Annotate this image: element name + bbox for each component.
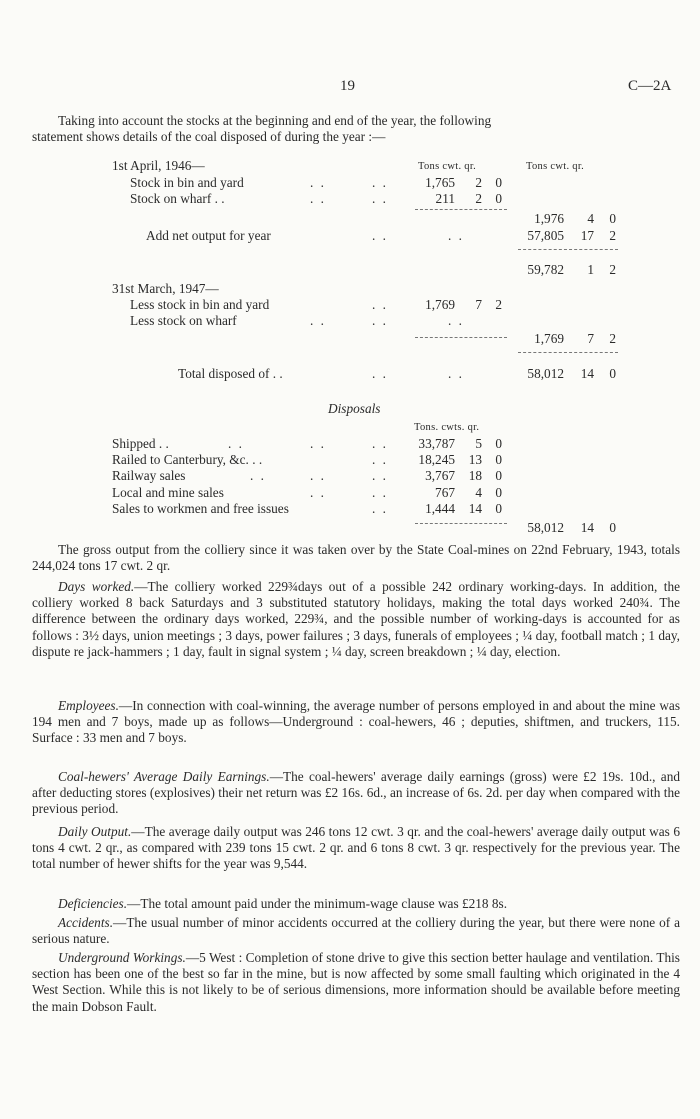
stock-bin-cwt: 2 <box>475 175 482 190</box>
stock-bin-tons: 1,765 <box>425 175 455 190</box>
stock-wharf-label: Stock on wharf . . <box>130 191 225 206</box>
stock-bin-qr: 0 <box>495 175 502 190</box>
earnings-heading: Coal-hewers' Average Daily Earnings. <box>58 769 270 784</box>
stock-wharf-cwt: 2 <box>475 191 482 206</box>
subtotal2-cwt: 1 <box>587 262 594 277</box>
less-total-qr: 2 <box>609 331 616 346</box>
employees-text: —In connection with coal-winning, the average number of persons employed in and about the mine was 194 men and 7 boys, made up as follows—Underground : coal-hewers, 46 ; deputies, shiftmen, and truckers, 115. Surface : 33 men and 7 boys. <box>32 698 680 746</box>
disposal-qr: 0 <box>495 501 502 516</box>
less-bin-qr: 2 <box>495 297 502 312</box>
leader-dots: . . <box>310 436 326 451</box>
less-bin-label: Less stock in bin and yard <box>130 297 270 312</box>
disposal-cwt: 4 <box>475 485 482 500</box>
statement-date-1: 1st April, 1946— <box>112 158 205 173</box>
net-output-cwt: 17 <box>580 228 594 243</box>
less-total-cwt: 7 <box>587 331 594 346</box>
leader-dots: . . <box>448 228 464 243</box>
less-wharf-label: Less stock on wharf <box>130 313 237 328</box>
statement-col-headers-b: Tons cwt. qr. <box>526 161 584 172</box>
accidents-text: —The usual number of minor accidents occurred at the colliery during the year, but there were none of a serious nature. <box>32 915 680 947</box>
disposal-tons: 1,444 <box>425 501 455 516</box>
net-output-label: Add net output for year <box>146 228 271 243</box>
page-number: 19 <box>340 78 355 94</box>
deficiencies-heading: Deficiencies. <box>58 896 128 911</box>
paragraph-gross-output <box>32 542 680 574</box>
daily-output-heading: Daily Output. <box>58 824 132 839</box>
subtotal2-qr: 2 <box>609 262 616 277</box>
paragraph-days-worked <box>32 579 680 660</box>
disposal-label-shipped: Shipped . . <box>112 436 169 451</box>
leader-dots: . . <box>310 175 326 190</box>
total-disposed-cwt: 14 <box>580 366 594 381</box>
subtotal2-tons: 59,782 <box>527 262 564 277</box>
less-bin-tons: 1,769 <box>425 297 455 312</box>
leader-dots: . . <box>372 191 388 206</box>
disposals-total-tons: 58,012 <box>527 520 564 535</box>
disposal-qr: 0 <box>495 468 502 483</box>
disposal-label-railway: Railway sales <box>112 468 186 483</box>
total-disposed-qr: 0 <box>609 366 616 381</box>
disposal-label-railed: Railed to Canterbury, &c. . . <box>112 452 263 467</box>
sum-rule <box>518 249 618 250</box>
disposal-qr: 0 <box>495 452 502 467</box>
underground-workings-text: —5 West : Completion of stone drive to give this section better haulage and ventilation. This section has been one of the best so far in the mine, but is now affected by some small faulting which originated in the 4 West Section. While this is not likely to be of serious dimensions, more information should be available before meeting the main Dobson Fault. <box>32 950 680 1014</box>
subtotal1-tons: 1,976 <box>534 211 564 226</box>
stock-bin-label: Stock in bin and yard <box>130 175 244 190</box>
leader-dots: . . <box>228 436 244 451</box>
paragraph-accidents <box>32 915 680 947</box>
employees-heading: Employees. <box>58 698 119 713</box>
leader-dots: . . <box>372 175 388 190</box>
disposal-cwt: 14 <box>468 501 482 516</box>
disposal-qr: 0 <box>495 436 502 451</box>
disposals-total-cwt: 14 <box>580 520 594 535</box>
disposal-tons: 767 <box>435 485 455 500</box>
leader-dots: . . <box>372 228 388 243</box>
paragraph-earnings <box>32 769 680 818</box>
disposals-title: Disposals <box>328 401 381 416</box>
accidents-heading: Accidents. <box>58 915 114 930</box>
leader-dots: . . <box>310 313 326 328</box>
subtotal1-qr: 0 <box>609 211 616 226</box>
leader-dots: . . <box>372 313 388 328</box>
intro-line-1: Taking into account the stocks at the beginning and end of the year, the following <box>58 113 492 128</box>
earnings-text: —The coal-hewers' average daily earnings (gross) were £2 19s. 10d., and after deducting stores (explosives) their net return was £2 16s. 6d., an increase of 6s. 2d. per day when compared with the previous period. <box>32 769 680 817</box>
leader-dots: . . <box>372 436 388 451</box>
stock-wharf-tons: 211 <box>435 191 455 206</box>
paragraph-employees <box>32 698 680 747</box>
sum-rule <box>415 337 507 338</box>
daily-output-text: —The average daily output was 246 tons 12 cwt. 3 qr. and the coal-hewers' average daily output was 6 tons 4 cwt. 2 qr., as compared with 239 tons 15 cwt. 2 qr. and 6 tons 8 cwt. 3 qr. respectively for the previous year. The total number of hewer shifts for the year was 9,544. <box>32 824 680 872</box>
leader-dots: . . <box>310 468 326 483</box>
net-output-qr: 2 <box>609 228 616 243</box>
disposal-tons: 33,787 <box>418 436 455 451</box>
leader-dots: . . <box>448 313 464 328</box>
leader-dots: . . <box>372 452 388 467</box>
total-disposed-tons: 58,012 <box>527 366 564 381</box>
leader-dots: . . <box>250 468 266 483</box>
total-disposed-label: Total disposed of . . <box>178 366 283 381</box>
days-worked-text: —The colliery worked 229¾days out of a possible 242 ordinary working-days. In addition, the colliery worked 8 back Saturdays and 3 substituted statutory holidays, making the total days worked 240¾. The difference between the ordinary days worked, 229¾, and the possible number of working-days is accounted for as follows : 3½ days, union meetings ; 3 days, power failures ; 3 days, funerals of employees ; ¼ day, football match ; 1 day, dispute re jack-hammers ; 1 day, fault in signal system ; ¼ day, screen breakdown ; ¼ day, election. <box>32 579 680 659</box>
leader-dots: . . <box>310 485 326 500</box>
disposal-cwt: 18 <box>468 468 482 483</box>
disposal-cwt: 13 <box>468 452 482 467</box>
disposals-col-headers: Tons. cwts. qr. <box>414 422 480 433</box>
disposals-total-qr: 0 <box>609 520 616 535</box>
disposal-tons: 3,767 <box>425 468 455 483</box>
paragraph-daily-output <box>32 824 680 873</box>
disposal-tons: 18,245 <box>418 452 455 467</box>
document-code: C—2A <box>628 78 672 94</box>
gross-output-text: The gross output from the colliery since it was taken over by the State Coal-mines on 22nd February, 1943, totals 244,024 tons 17 cwt. 2 qr. <box>32 542 680 574</box>
leader-dots: . . <box>372 485 388 500</box>
disposal-qr: 0 <box>495 485 502 500</box>
intro-line-2: statement shows details of the coal disposed of during the year :— <box>32 129 386 144</box>
leader-dots: . . <box>372 366 388 381</box>
paragraph-underground-workings <box>32 950 680 1015</box>
statement-col-headers-a: Tons cwt. qr. <box>418 161 476 172</box>
leader-dots: . . <box>310 191 326 206</box>
leader-dots: . . <box>448 366 464 381</box>
days-worked-heading: Days worked. <box>58 579 135 594</box>
leader-dots: . . <box>372 297 388 312</box>
disposal-cwt: 5 <box>475 436 482 451</box>
paragraph-deficiencies <box>32 896 680 912</box>
disposal-label-workmen: Sales to workmen and free issues <box>112 501 289 516</box>
disposal-label-local: Local and mine sales <box>112 485 224 500</box>
subtotal1-cwt: 4 <box>587 211 594 226</box>
less-total-tons: 1,769 <box>534 331 564 346</box>
leader-dots: . . <box>372 501 388 516</box>
sum-rule <box>415 209 507 210</box>
less-bin-cwt: 7 <box>475 297 482 312</box>
leader-dots: . . <box>372 468 388 483</box>
underground-workings-heading: Underground Workings. <box>58 950 186 965</box>
sum-rule <box>518 352 618 353</box>
sum-rule <box>415 523 507 524</box>
stock-wharf-qr: 0 <box>495 191 502 206</box>
deficiencies-text: —The total amount paid under the minimum-wage clause was £218 8s. <box>127 896 508 911</box>
net-output-tons: 57,805 <box>527 228 564 243</box>
statement-date-2: 31st March, 1947— <box>112 281 219 296</box>
